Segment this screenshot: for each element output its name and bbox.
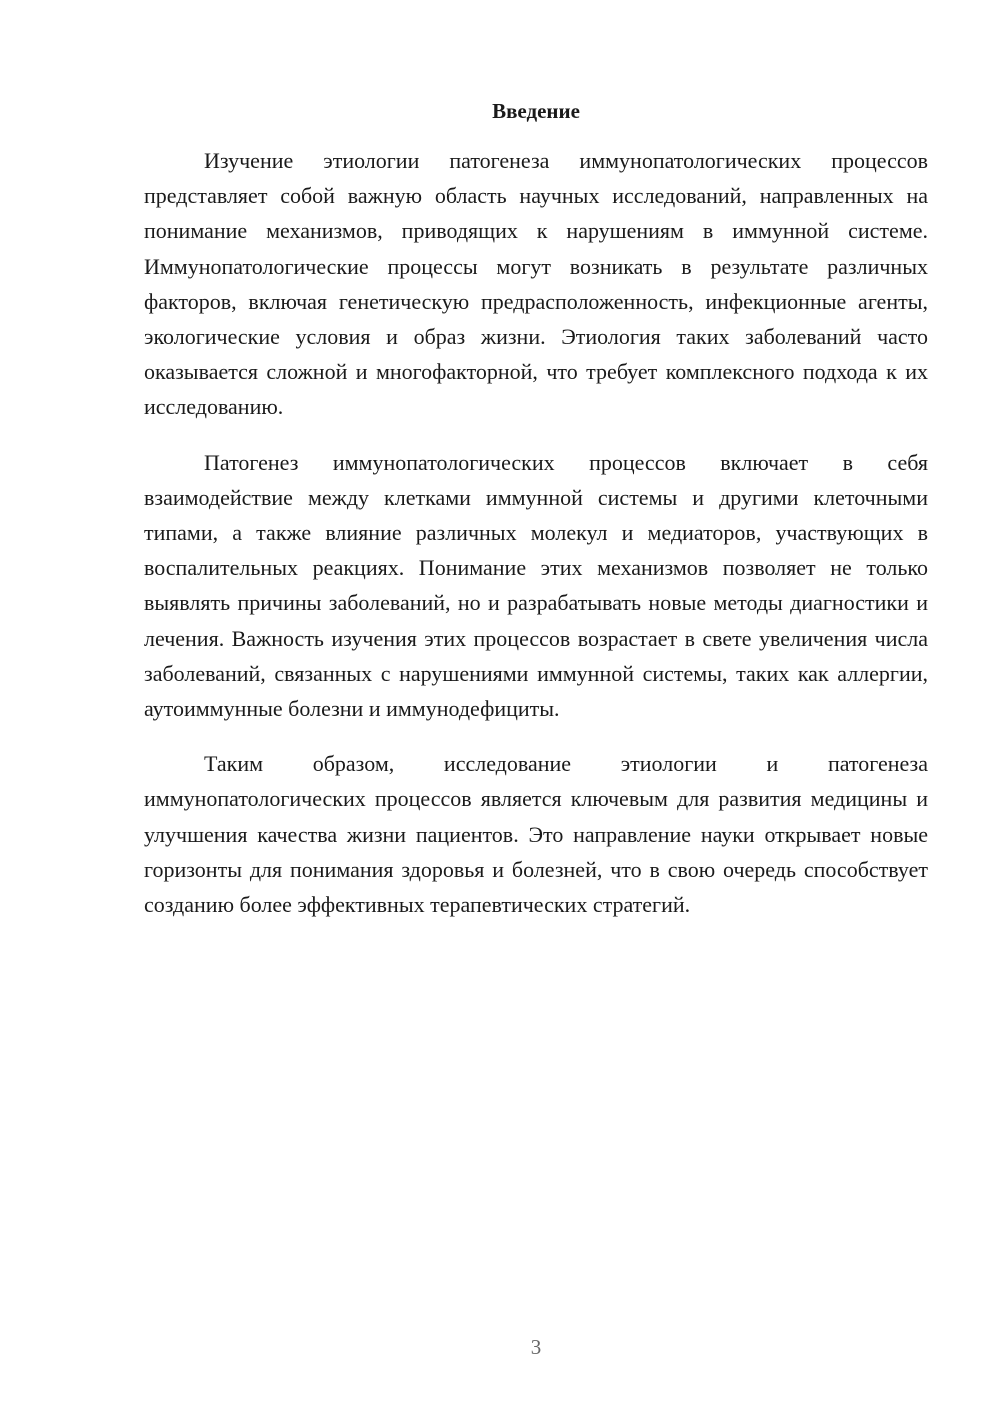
paragraph-3: Таким образом, исследование этиологии и патогенеза иммунопатологических процессов является ключевым для развития медицины и улучшения качества жизни пациентов. Это направление науки открывает новые горизонты для понимания здоровья и болезней, что в свою очередь способствует созданию более эффективных терапевтических стратегий. [144, 751, 928, 918]
body-text [144, 143, 928, 942]
page-title: Введение [492, 99, 580, 123]
paragraph-2: Патогенез иммунопатологических процессов включает в себя взаимодействие между клетками иммунной системы и другими клеточными типами, а также влияние различных молекул и медиаторов, участвующих в воспалительных реакциях. Понимание этих механизмов позволяет не только выявлять причины заболеваний, но и разрабатывать новые методы диагностики и лечения. Важность изучения этих процессов возрастает в свете увеличения числа заболеваний, связанных с нарушениями иммунной системы, таких как аллергии, аутоиммунные болезни и иммунодефициты. [144, 449, 928, 722]
paragraph-1: Изучение этиологии патогенеза иммунопатологических процессов представляет собой важную область научных исследований, направленных на понимание механизмов, приводящих к нарушениям в иммунной системе. Иммунопатологические процессы могут возникать в результате различных факторов, включая генетическую предрасположенность, инфекционные агенты, экологические условия и образ жизни. Этиология таких заболеваний часто оказывается сложной и многофакторной, что требует комплексного подхода к их исследованию. [144, 148, 928, 420]
page-number: 3 [530, 1335, 542, 1359]
